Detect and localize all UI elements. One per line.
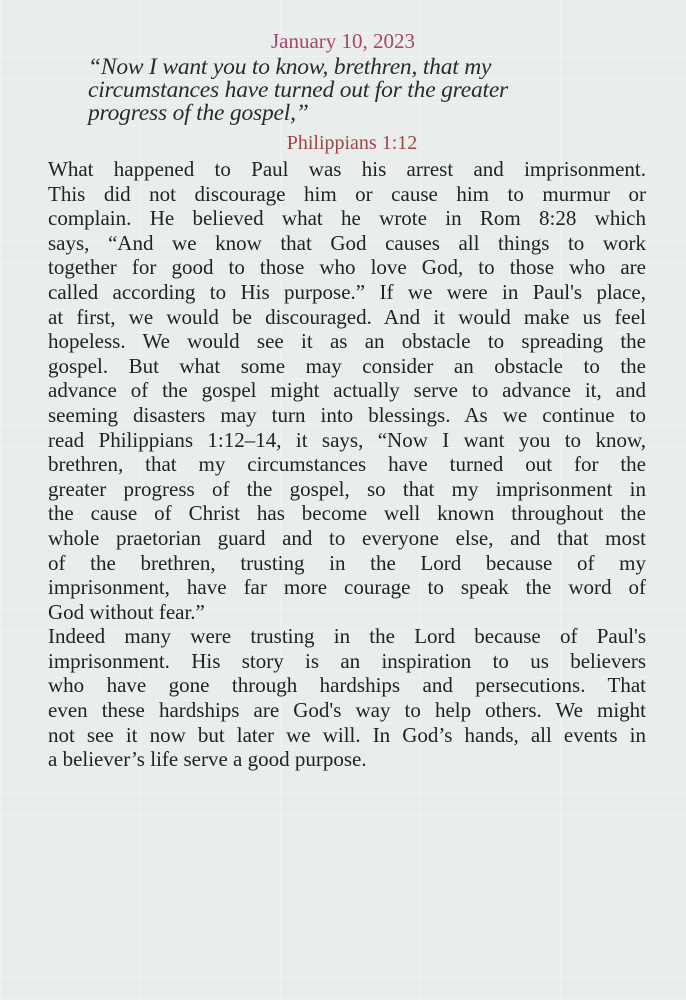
text-line: read Philippians 1:12–14, it says, “Now I want you to know, (48, 427, 646, 452)
text-line: gospel. But what some may consider an obstacle to the (48, 353, 646, 378)
text-line: brethren, that my circumstances have turned out for the (48, 452, 646, 477)
text-line: not see it now but later we will. In God’s hands, all events in (48, 722, 646, 747)
text-line: seeming disasters may turn into blessings. As we continue to (48, 402, 646, 427)
text-line: together for good to those who love God, to those who are (48, 255, 646, 280)
text-line: hopeless. We would see it as an obstacle to spreading the (48, 329, 646, 354)
text-line: called according to His purpose.” If we were in Paul's place, (48, 279, 646, 304)
text-line: What happened to Paul was his arrest and imprisonment. (48, 157, 646, 181)
text-line: God without fear.” (48, 599, 205, 624)
text-line: Indeed many were trusting in the Lord because of Paul's (48, 624, 646, 649)
text-line: a believer’s life serve a good purpose. (48, 747, 367, 772)
text-line: of the brethren, trusting in the Lord because of my (48, 550, 646, 575)
devotional-paragraph-2 (48, 624, 646, 772)
verse-line: progress of the gospel,” (88, 100, 309, 126)
text-line: at first, we would be discouraged. And it would make us feel (48, 304, 646, 329)
text-line: complain. He believed what he wrote in Rom 8:28 which (48, 206, 646, 231)
text-line: whole praetorian guard and to everyone else, and that most (48, 525, 646, 550)
verse-reference: Philippians 1:12 (286, 132, 418, 154)
text-line: advance of the gospel might actually serve to advance it, and (48, 378, 646, 403)
text-line: greater progress of the gospel, so that my imprisonment in (48, 476, 646, 501)
text-line: who have gone through hardships and persecutions. That (48, 673, 646, 698)
verse-line: “Now I want you to know, brethren, that my (88, 54, 492, 80)
text-line: This did not discourage him or cause him to murmur or (48, 181, 646, 206)
text-line: imprisonment, have far more courage to speak the word of (48, 575, 646, 600)
verse-quote (88, 56, 646, 125)
text-line: the cause of Christ has become well known throughout the (48, 501, 646, 526)
devotional-date: January 10, 2023 (270, 29, 416, 53)
verse-line: circumstances have turned out for the greater (88, 77, 509, 103)
text-line: imprisonment. His story is an inspiration to us believers (48, 648, 646, 673)
text-line: even these hardships are God's way to help others. We might (48, 698, 646, 723)
text-line: says, “And we know that God causes all things to work (48, 230, 646, 255)
devotional-paragraph-1 (48, 157, 646, 624)
